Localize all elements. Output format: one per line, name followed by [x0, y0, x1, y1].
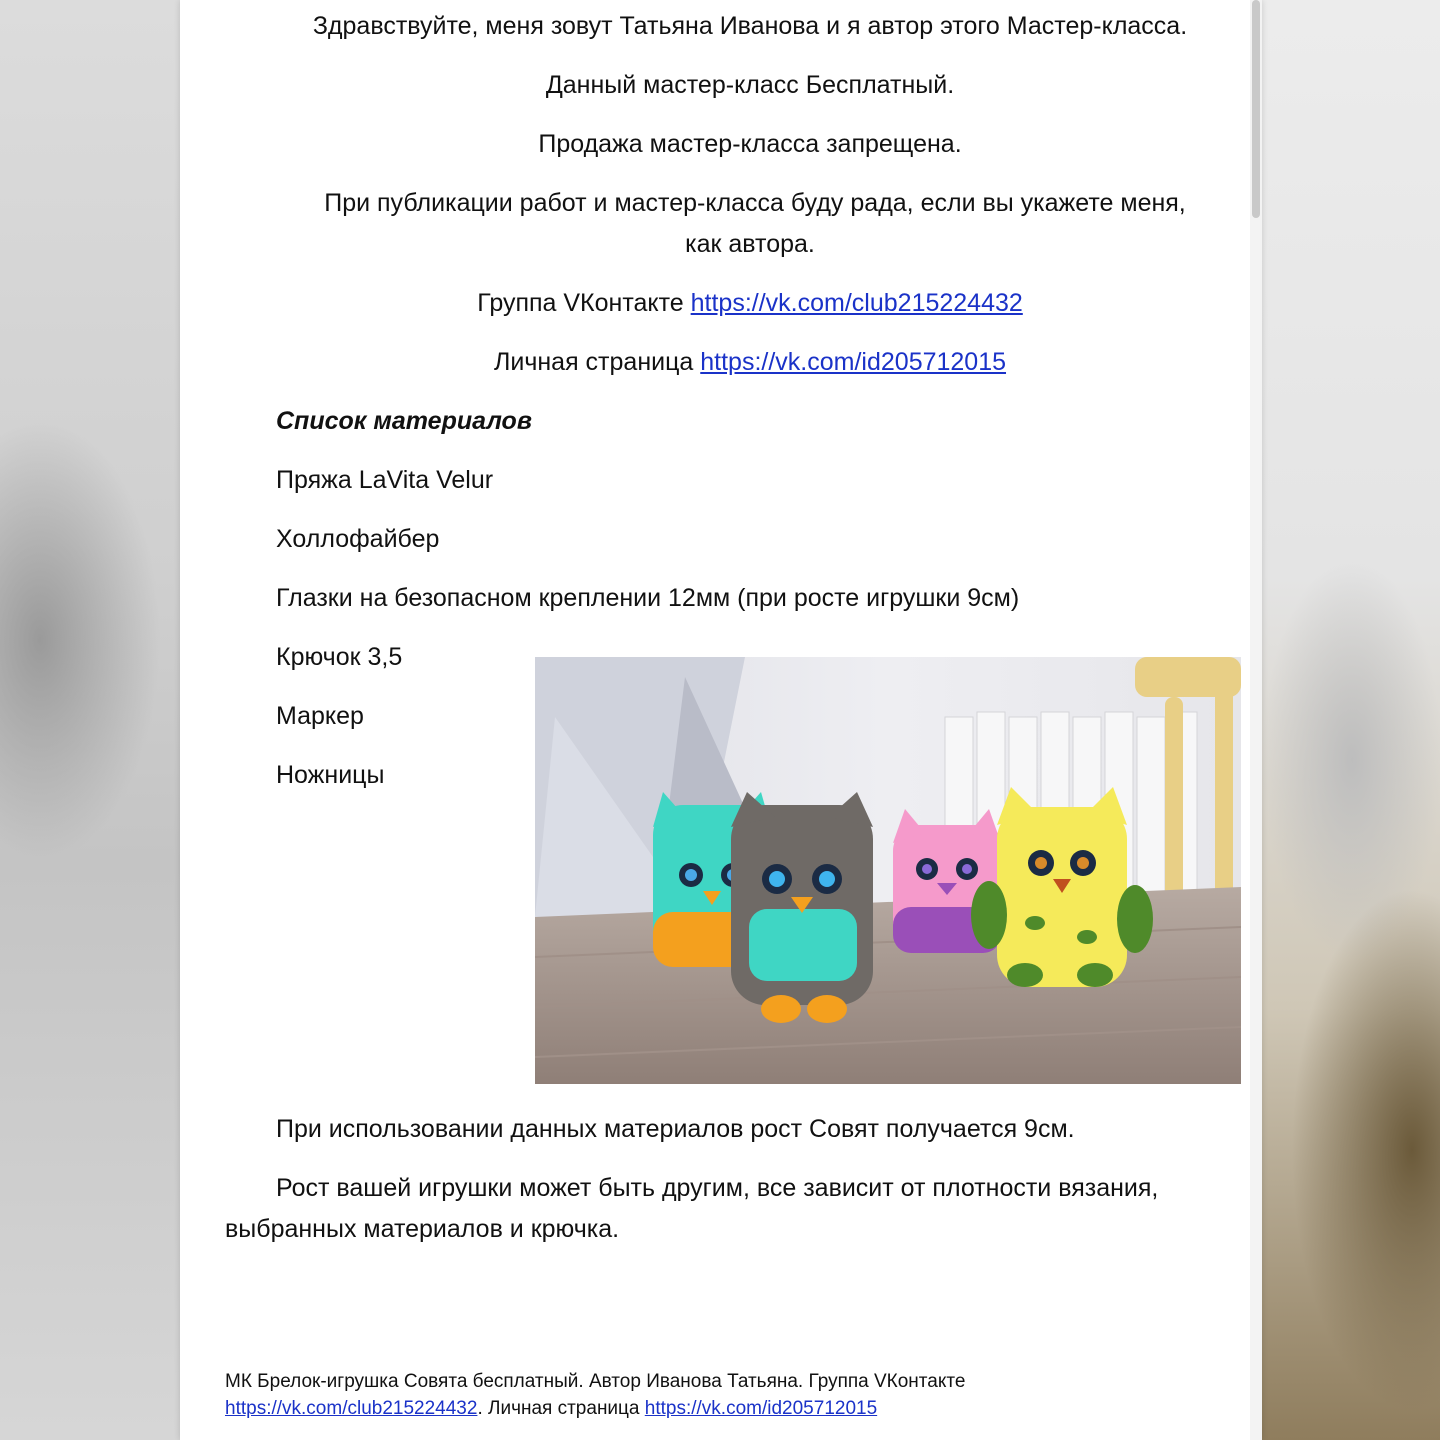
height-note: При использовании данных материалов рост Совят получается 9см. [276, 1115, 1075, 1143]
no-sale-notice: Продажа мастер-класса запрещена. [538, 130, 962, 158]
material-item: Крючок 3,5 [276, 643, 403, 671]
material-item: Пряжа LaVita Velur [276, 466, 494, 494]
owls-illustration [535, 657, 1241, 1084]
personal-line [180, 342, 1320, 382]
free-notice: Данный мастер-класс Бесплатный. [545, 71, 955, 99]
owls-photo [535, 657, 1241, 1084]
variation-note-line2: выбранных материалов и крючка. [225, 1215, 620, 1243]
variation-note-line1: Рост вашей игрушки может быть другим, все зависит от плотности вязания, [276, 1174, 1159, 1202]
materials-heading: Список материалов [276, 407, 532, 435]
material-item: Ножницы [276, 761, 385, 789]
material-item: Глазки на безопасном креплении 12мм (при росте игрушки 9см) [276, 584, 1020, 612]
publish-notice-line1: При публикации работ и мастер-класса буду рада, если вы укажете меня, [324, 189, 1186, 217]
publish-notice-line2: как автора. [685, 230, 815, 258]
footer-line1: МК Брелок-игрушка Совята бесплатный. Автор Иванова Татьяна. Группа VКонтакте [225, 1371, 966, 1392]
group-line [180, 283, 1320, 323]
page-footer [225, 1368, 1245, 1422]
grey-owl [731, 792, 873, 1023]
background-left [0, 0, 180, 1440]
personal-label: Личная страница [493, 348, 701, 376]
footer-line2 [225, 1395, 1245, 1422]
group-link[interactable]: https://vk.com/club215224432 [690, 289, 1023, 317]
footer-group-link[interactable]: https://vk.com/club215224432 [225, 1398, 478, 1419]
material-item: Маркер [276, 702, 364, 730]
greeting-text: Здравствуйте, меня зовут Татьяна Иванова и я автор этого Мастер-класса. [312, 12, 1188, 40]
footer-personal-link[interactable]: https://vk.com/id205712015 [644, 1398, 878, 1419]
material-item: Холлофайбер [276, 525, 440, 553]
personal-link[interactable]: https://vk.com/id205712015 [700, 348, 1007, 376]
group-label: Группа VКонтакте [477, 289, 691, 317]
footer-mid-text: . Личная страница [477, 1398, 645, 1419]
